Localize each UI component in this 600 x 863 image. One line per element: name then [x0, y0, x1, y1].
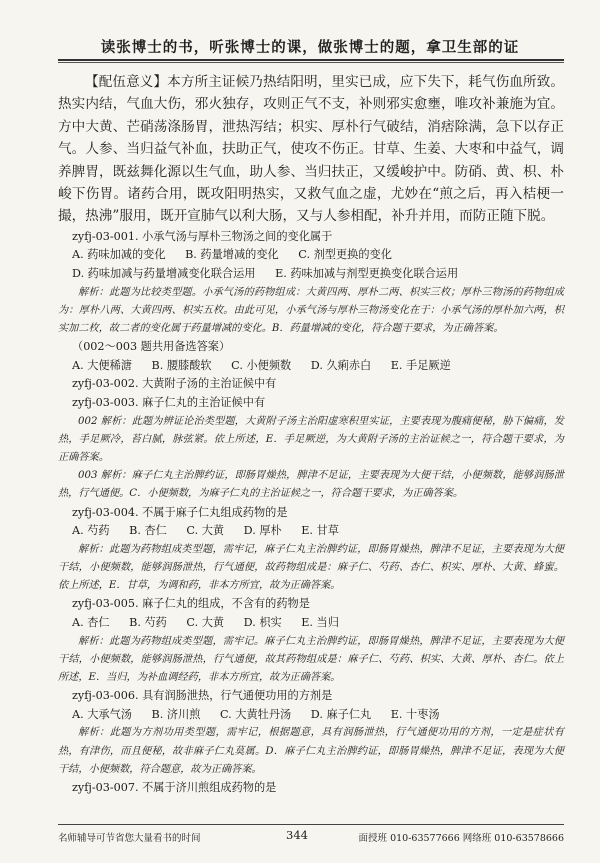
question-001-options-row-2 — [58, 265, 564, 284]
question-002-stem: zyfj-03-002. 大黄附子汤的主治证候中有 — [72, 377, 277, 391]
shared-options — [58, 357, 564, 376]
question-005-options — [58, 614, 564, 633]
page-number: 344 — [286, 828, 308, 842]
question-006-options — [58, 706, 564, 725]
question-004-stem: zyfj-03-004. 不属于麻子仁丸组成药物的是 — [72, 505, 288, 519]
option: A. 杏仁 — [72, 616, 110, 630]
option: D. 枳实 — [243, 616, 282, 630]
footer-slogan: 名师辅导可节省您大量看书的时间 — [58, 833, 201, 844]
option: D. 厚朴 — [243, 524, 282, 538]
option: D. 久痢赤白 — [310, 358, 372, 372]
option: A. 药味加减的变化 — [72, 248, 166, 262]
question-004-options — [58, 522, 564, 541]
question-001-options-row-1 — [58, 246, 564, 265]
option: C. 大黄牡丹汤 — [219, 707, 292, 721]
option: B. 杏仁 — [129, 524, 167, 538]
question-003-explanation: 003 解析：麻子仁丸主治脾约证，即肠胃燥热，脾津不足证，主要表现为大便干结，小便频数，能够润肠泄热，行气通便。C．小便频数，为麻子仁丸的主治证候之一，符合题干要求，为正确答案。 — [58, 470, 564, 500]
option: B. 芍药 — [129, 616, 167, 630]
page-content — [58, 71, 564, 798]
option: B. 药量增减的变化 — [185, 248, 279, 262]
running-header: 读张博士的书，听张博士的课，做张博士的题，拿卫生部的证 — [100, 39, 520, 56]
option: C. 大黄 — [186, 524, 225, 538]
intro-paragraph: 【配伍意义】本方所主证候乃热结阳明，里实已成，应下失下，耗气伤血所致。热实内结，气血大伤，邪火独存，攻则正气不支，补则邪实愈壅，唯攻补兼施为宜。方中大黄、芒硝荡涤肠胃，泄热泻结；枳实、厚朴行气破结，消痞除满，急下以存正气。人参、当归益气补血，扶助正气，使攻不伤正。甘草、生姜、大枣和中益气，调养脾胃，既兹舞化源以生气血，助人参、当归扶正，又缓峻护中。防硝、黄、枳、朴峻下伤胃。诸药合用，既攻阳明热实，又救气血之虚，尤妙在“煎之后，再入桔梗一撮，热沸”服用，既开宣肺气以利大肠，又与人参相配，补升并用，而防正随下脱。 — [58, 74, 564, 225]
footer-contact: 面授班 010-63577666 网络班 010-63578666 — [358, 833, 564, 844]
option: E. 甘草 — [301, 524, 339, 538]
option: E. 手足厥逆 — [390, 358, 451, 372]
shared-options-label: （002～003 题共用备选答案） — [72, 340, 231, 354]
question-006-explanation: 解析：此题为方剂功用类型题，需牢记，根据题意，具有润肠泄热，行气通便功用的方剂，一定是症状有热，有津伤，而且便秘，故非麻子仁丸莫属。D．麻子仁丸主治脾约证，即肠胃燥热，脾津不足证，表现为大便干结，小便频数，符合题意，故为正确答案。 — [58, 727, 564, 775]
question-001-explanation: 解析：此题为比较类型题。小承气汤的药物组成：大黄四两、厚朴二两、枳实三枚；厚朴三物汤的药物组成为：厚朴八两、大黄四两、枳实五枚。由此可见，小承气汤与厚朴三物汤变化在于：小承气汤的厚朴加六两，枳实加二枚，故二者的变化属于药量增减的变化。B．药量增减的变化，符合题干要求，为正确答案。 — [58, 286, 564, 335]
header-rule — [58, 59, 564, 61]
option: E. 药味加减与剂型更换变化联合运用 — [275, 267, 459, 281]
option: A. 大承气汤 — [72, 707, 132, 721]
option: A. 芍药 — [72, 524, 110, 538]
option: C. 大黄 — [186, 616, 225, 630]
question-002-explanation: 002 解析：此题为辨证论治类型题，大黄附子汤主治阳虚寒积里实证，主要表现为腹痛便秘，胁下偏痛，发热，手足厥冷，苔白腻，脉弦紧。依上所述，E．手足厥逆，为大黄附子汤的主治证候之一，符合题干要求，为正确答案。 — [58, 415, 564, 464]
option: C. 剂型更换的变化 — [298, 248, 392, 262]
question-003-stem: zyfj-03-003. 麻子仁丸的主治证候中有 — [72, 396, 266, 410]
option: D. 药味加减与药量增减变化联合运用 — [72, 267, 256, 281]
question-006-stem: zyfj-03-006. 具有润肠泄热，行气通便功用的方剂是 — [72, 689, 333, 703]
option: A. 大便稀溏 — [72, 358, 132, 372]
option: E. 十枣汤 — [390, 707, 440, 721]
question-004-explanation: 解析：此题为药物组成类型题，需牢记，麻子仁丸主治脾约证，即肠胃燥热，脾津不足证，主要表现为大便干结，小便频数，能够润肠泄热，行气通便，故药物组成是：麻子仁、芍药、杏仁、枳实、厚朴、大黄、蜂蜜。依上所述，E．甘草，为调和药，非本方所宜，故为正确答案。 — [58, 543, 564, 592]
question-005-stem: zyfj-03-005. 麻子仁丸的组成，不含有的药物是 — [72, 597, 310, 611]
option: B. 济川煎 — [151, 707, 201, 721]
option: E. 当归 — [301, 616, 339, 630]
footer-rule — [58, 824, 564, 825]
option: C. 小便频数 — [231, 358, 292, 372]
header-rule-thin — [58, 62, 564, 63]
option: D. 麻子仁丸 — [310, 707, 372, 721]
question-005-explanation: 解析：此题为药物组成类型题，需牢记。麻子仁丸主治脾约证，即肠胃燥热，脾津不足证，主要表现为大便干结，小便频数，能够润肠泄热，行气通便，故其药物组成是：麻子仁、芍药、枳实、大黄、厚朴、杏仁。依上所述，E．当归，为补血调经药，非本方所宜，故为正确答案。 — [58, 635, 564, 684]
option: B. 腰膝酸软 — [151, 358, 212, 372]
question-007-stem: zyfj-03-007. 不属于济川煎组成药物的是 — [72, 781, 277, 795]
question-001-stem: zyfj-03-001. 小承气汤与厚朴三物汤之间的变化属于 — [72, 229, 333, 243]
